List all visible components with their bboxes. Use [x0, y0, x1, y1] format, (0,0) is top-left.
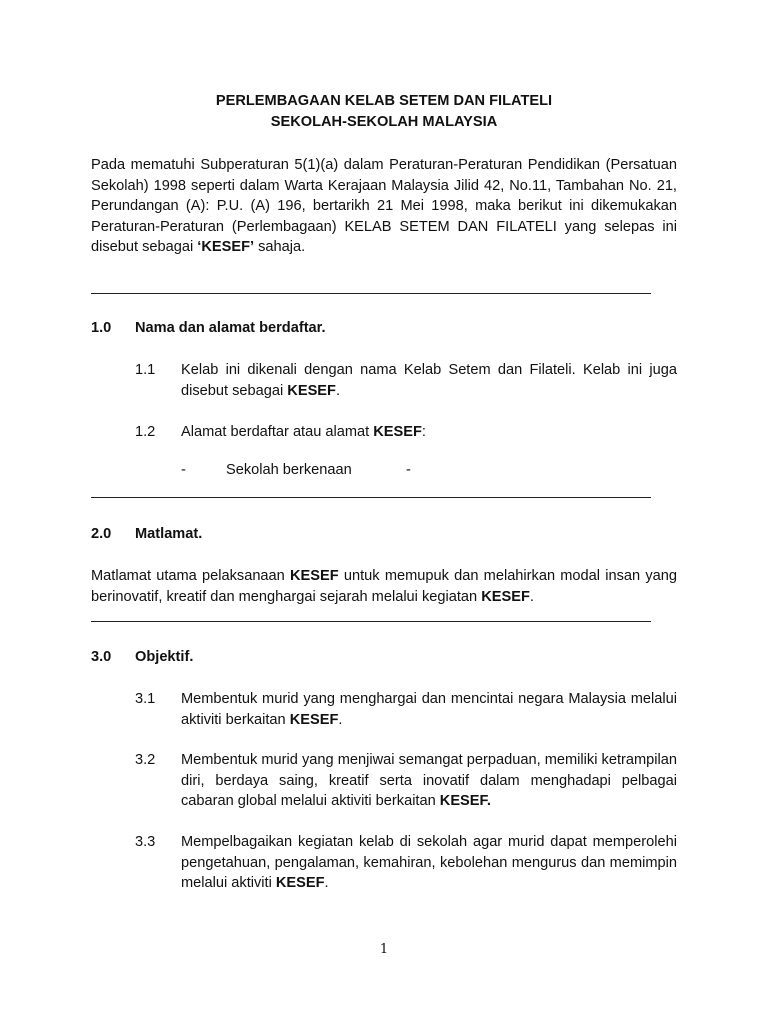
intro-paragraph: Pada mematuhi Subperaturan 5(1)(a) dalam Peraturan-Peraturan Pendidikan (Persatuan Sekolah) 1998 seperti dalam Warta Kerajaan Malaysia Jilid 42, No.11, Tambahan No. 21, Perundangan (A): P.U. (A) 196, bertarikh 21 Mei 1998, maka berikut ini dikemukakan Peraturan-Peraturan (Perlembagaan) KELAB SETEM DAN FILATELI yang selepas ini disebut sebagai ‘KESEF’ sahaja.	[91, 157, 677, 255]
section-heading-3: 3.0 Objektif.	[91, 649, 194, 665]
matlamat-paragraph: Matlamat utama pelaksanaan KESEF untuk memupuk dan melahirkan modal insan yang berinovatif, kreatif dan menghargai sejarah melalui kegiatan KESEF.	[91, 568, 678, 605]
document-title-line1: PERLEMBAGAAN KELAB SETEM DAN FILATELI	[215, 93, 553, 109]
section-heading-1: 1.0 Nama dan alamat berdaftar.	[91, 320, 326, 336]
document-page: PERLEMBAGAAN KELAB SETEM DAN FILATELI SEKOLAH-SEKOLAH MALAYSIA Pada mematuhi Subperaturan 5(1)(a) dalam Peraturan-Peraturan Pendidikan (Persatuan Sekolah) 1998 seperti dalam Warta Kerajaan Malaysia Jilid 42, No.11, Tambahan No. 21, Perundangan (A): P.U. (A) 196, bertarikh 21 Mei 1998, maka berikut ini dikemukakan Peraturan-Peraturan (Perlembagaan) KELAB SETEM DAN FILATELI yang selepas ini disebut sebagai ‘KESEF’ sahaja. 1.0 Nama dan alamat berdaftar. 1.1 Kelab ini dikenali dengan nama Kelab Setem dan Filateli. Kelab ini juga disebut sebagai KESEF. 1.2 Alamat berdaftar atau alamat KESEF: - Sekolah berkenaan - 2.0 Matlamat. Matlamat utama pelaksanaan KESEF untuk memupuk dan melahirkan modal insan yang berinovatif, kreatif dan menghargai sejarah melalui kegiatan KESEF. 3.0 Objektif. 3.1 Membentuk murid yang menghargai dan mencintai negara Malaysia melalui aktiviti berkaitan KESEF. 3.2 Membentuk murid yang menjiwai semangat perpaduan, memiliki ketrampilan diri, berdaya saing, kreatif serta inovatif dalam menghadapi pelbagai cabaran global melalui aktiviti berkaitan KESEF. 3.3 Mempelbagaikan kegiatan kelab di sekolah agar murid dapat memperolehi pengetahuan, pengalaman, kemahiran, kebolehan mengurus dan memimpin melalui aktiviti KESEF. 1	[0, 0, 768, 1024]
divider-line	[91, 293, 651, 294]
document-title-line2: SEKOLAH-SEKOLAH MALAYSIA	[270, 114, 498, 130]
kesef-bold: ‘KESEF’	[197, 239, 255, 255]
divider-line	[91, 621, 651, 622]
page-number: 1	[379, 942, 389, 957]
divider-line	[91, 497, 651, 498]
section-heading-2: 2.0 Matlamat.	[91, 526, 203, 542]
